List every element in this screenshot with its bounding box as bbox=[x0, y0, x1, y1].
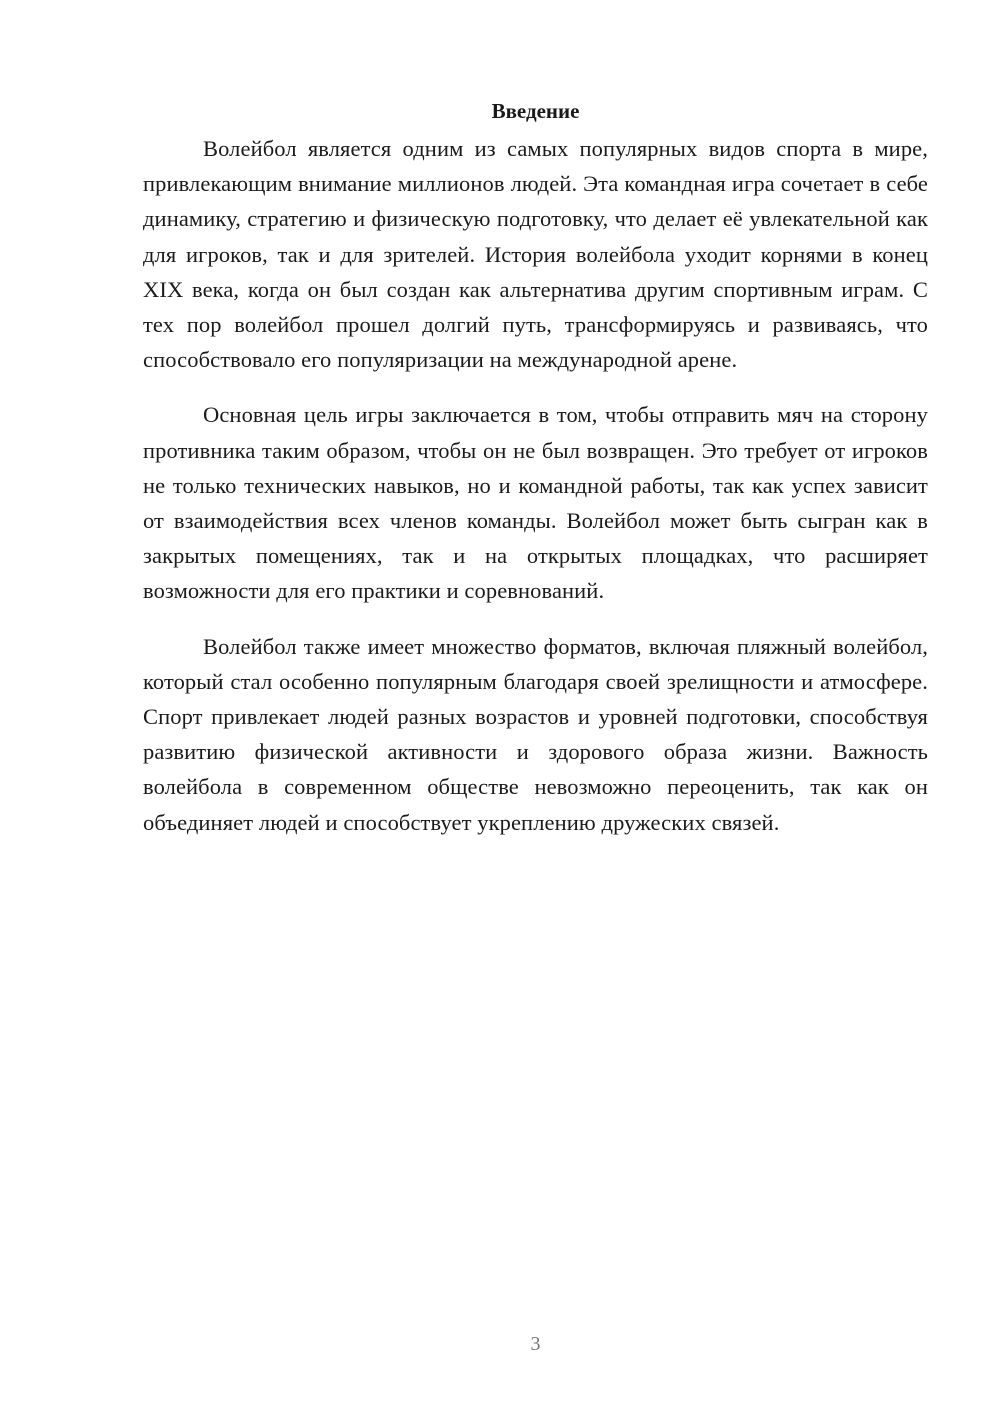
section-title: Введение bbox=[491, 99, 580, 123]
page-number: 3 bbox=[530, 1333, 541, 1355]
page-content bbox=[143, 96, 928, 860]
paragraph-2: Основная цель игры заключается в том, чтобы отправить мяч на сторону противника таким образом, чтобы он не был возвращен. Это требует от игроков не только технических навыков, но и командной работы, так как успех зависит от взаимодействия всех членов команды. Волейбол может быть сыгран как в закрытых помещениях, так и на открытых площадках, что расширяет возможности для его практики и соревнований. bbox=[143, 402, 928, 604]
paragraph-1: Волейбол является одним из самых популярных видов спорта в мире, привлекающим внимание миллионов людей. Эта командная игра сочетает в себе динамику, стратегию и физическую подготовку, что делает её увлекательной как для игроков, так и для зрителей. История волейбола уходит корнями в конец XIX века, когда он был создан как альтернатива другим спортивным играм. С тех пор волейбол прошел долгий путь, трансформируясь и развиваясь, что способствовало его популяризации на международной арене. bbox=[143, 136, 928, 373]
paragraph-3: Волейбол также имеет множество форматов, включая пляжный волейбол, который стал особенно популярным благодаря своей зрелищности и атмосфере. Спорт привлекает людей разных возрастов и уровней подготовки, способствуя развитию физической активности и здорового образа жизни. Важность волейбола в современном обществе невозможно переоценить, так как он объединяет людей и способствует укреплению дружеских связей. bbox=[143, 633, 928, 835]
